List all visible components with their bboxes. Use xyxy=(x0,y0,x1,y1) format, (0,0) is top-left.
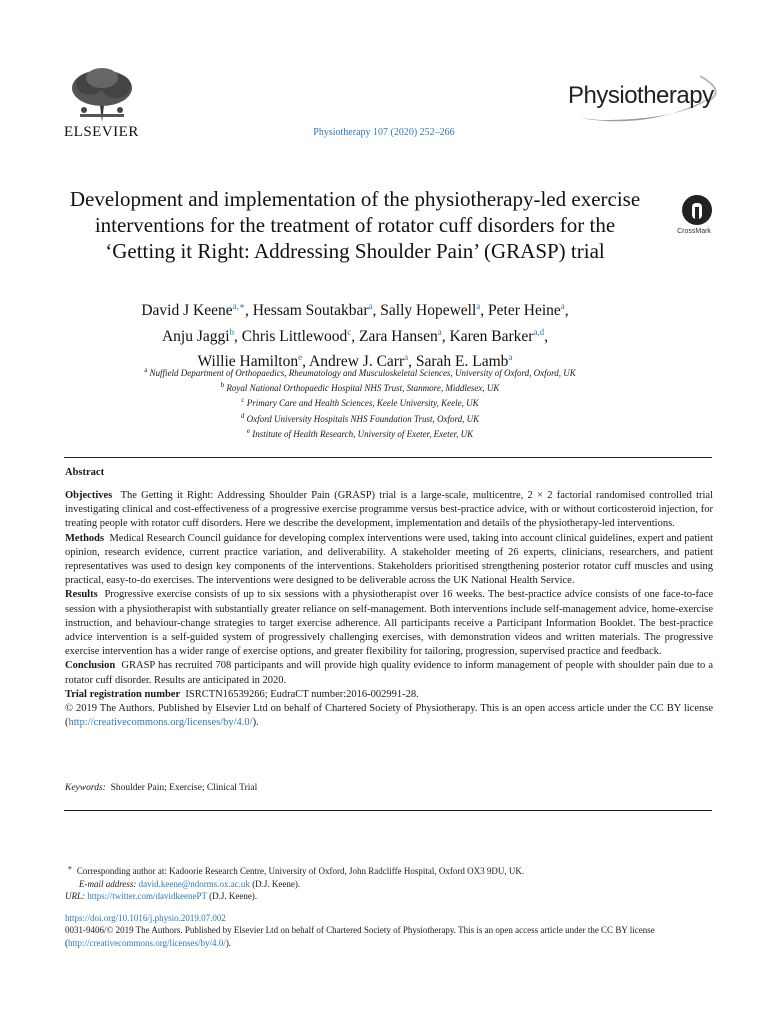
divider-bottom xyxy=(64,810,712,811)
author-list: David J Keene$^{a,∗}$, Hessam Soutakbar$^a$, Sally Hopewell$^a$, Peter Heine$^a$, Anju Jaggi$^b$, Chris Littlewood$^c$, Zara Hansen$^a$, Karen Barker$^{a,d}$, Willie Hamilton$^e$, Andrew J. Carr$^a$, Sarah E. Lamb$^a$ xyxy=(141,301,569,371)
journal-title: Physiotherapy xyxy=(568,82,714,109)
author-name: David J Keene$^{a,∗}$ xyxy=(141,301,245,320)
affiliation-item: $^a$ Nuffield Department of Orthopaedics, Rheumatology and Musculoskeletal Sciences, University of Oxford, Oxford, UK xyxy=(144,366,576,378)
author-name: Peter Heine$^a$ xyxy=(488,301,565,320)
abstract-methods: Methods Medical Research Council guidance for developing complex interventions were used, taking into account clinical guidelines, expert and patient opinion, research evidence, current practice variation, and deliverability. A stakeholder meeting of 26 experts, clinicians, researchers, and patient representatives was used to design key components of the interventions. Stakeholders prioritised strengthening posterior rotator cuff muscles and using practical, easy-to-do exercises. The interventions were designed to be deliverable across the UK National Health Service. xyxy=(65,532,713,587)
author-name: Andrew J. Carr$^a$ xyxy=(309,352,409,371)
email-link[interactable]: david.keene@ndorms.ox.ac.uk xyxy=(138,878,250,889)
article-footer: https://doi.org/10.1016/j.physio.2019.07.002 0031-9406/© 2019 The Authors. Published by Elsevier Ltd on behalf of Chartered Society of Physiotherapy. This is an open access article under the CC BY license (http://creativecommons.org/licenses/by/4.0/). xyxy=(65,913,655,948)
doi-link[interactable]: https://doi.org/10.1016/j.physio.2019.07.002 xyxy=(65,913,226,923)
abstract-copyright: © 2019 The Authors. Published by Elsevier Ltd on behalf of Chartered Society of Physiotherapy. This is an open access article under the CC BY license (http://creativecommons.org/licenses/by/4.0/). xyxy=(65,703,713,729)
author-name: Zara Hansen$^a$ xyxy=(359,326,442,345)
article-title: Development and implementation of the physiotherapy-led exercise interventions for the treatment of rotator cuff disorders for the ‘Getting it Right: Addressing Shoulder Pain’ (GRASP) trial xyxy=(69,187,641,263)
abstract-body xyxy=(65,489,713,730)
divider-top xyxy=(64,457,712,458)
author-name: Willie Hamilton$^e$ xyxy=(197,352,303,371)
corresponding-author-footnote: ∗ Corresponding author at: Kadoorie Research Centre, University of Oxford, John Radcliffe Hospital, Oxford OX3 9DU, UK. E-mail address: david.keene@ndorms.ox.ac.uk (D.J. Keene). URL: https://twitter.com/davidkeenePT (D.J. Keene). xyxy=(65,863,525,901)
journal-citation[interactable]: Physiotherapy 107 (2020) 252–266 xyxy=(313,127,455,138)
license-link[interactable]: http://creativecommons.org/licenses/by/4.0/ xyxy=(68,717,253,729)
abstract-results: Results Progressive exercise consists of up to six sessions with a physiotherapist over 16 weeks. The best-practice advice consists of one face-to-face session with a physiotherapist with substantially greater reliance on self-management. Both interventions include self-management advice, home-exercise instruction, and behaviour-change strategies to target exercise adherence. All participants receive a Participant Information Booklet. The best-practice advice intervention is a self-guided system of progressively challenging exercises, with demonstration videos and written materials. The progressive exercise intervention has a wider range of exercise options, and greater flexibility for tailoring, progression, supervised practice and feedback. xyxy=(65,589,714,658)
abstract-objectives: Objectives The Getting it Right: Addressing Shoulder Pain (GRASP) trial is a large-scale, multicentre, 2 × 2 factorial randomised controlled trial investigating clinical and cost-effectiveness of a progressive exercise programme versus best-practice advice, with or without corticosteroid injection, for treating people with rotator cuff disorders. Here we describe the development, implementation and details of the physiotherapy-led interventions. xyxy=(65,490,713,530)
footer-license-link[interactable]: http://creativecommons.org/licenses/by/4.0/ xyxy=(68,937,226,948)
abstract-conclusion: Conclusion GRASP has recruited 708 participants and will provide high quality evidence to inform management of people with shoulder pain due to a rotator cuff disorder. Results are anticipated in 2020. xyxy=(65,660,713,686)
author-name: Anju Jaggi$^b$ xyxy=(161,326,235,345)
affiliation-item: $^d$ Oxford University Hospitals NHS Foundation Trust, Oxford, UK xyxy=(240,411,480,424)
author-name: Sarah E. Lamb$^a$ xyxy=(415,352,513,371)
abstract-trial-registration: Trial registration number ISRCTN16539266; EudraCT number:2016-002991-28. xyxy=(65,688,419,700)
affiliation-item: $^b$ Royal National Orthopaedic Hospital NHS Trust, Stanmore, Middlesex, UK xyxy=(220,381,500,394)
crossmark-label: CrossMark xyxy=(677,228,711,235)
abstract-heading: Abstract xyxy=(65,467,105,478)
author-name: Karen Barker$^{a,d}$ xyxy=(449,326,545,345)
author-name: Sally Hopewell$^a$ xyxy=(380,301,481,320)
publisher-name: ELSEVIER xyxy=(64,124,139,140)
twitter-link[interactable]: https://twitter.com/davidkeenePT xyxy=(87,891,207,901)
author-name: Hessam Soutakbar$^a$ xyxy=(252,301,373,320)
author-name: Chris Littlewood$^c$ xyxy=(241,326,352,345)
affiliation-item: $^c$ Primary Care and Health Sciences, Keele University, Keele, UK xyxy=(241,396,479,409)
keywords: Keywords: Shoulder Pain; Exercise; Clinical Trial xyxy=(65,783,258,793)
affiliation-item: $^e$ Institute of Health Research, University of Exeter, Exeter, UK xyxy=(246,426,474,439)
affiliation-list xyxy=(60,364,660,440)
